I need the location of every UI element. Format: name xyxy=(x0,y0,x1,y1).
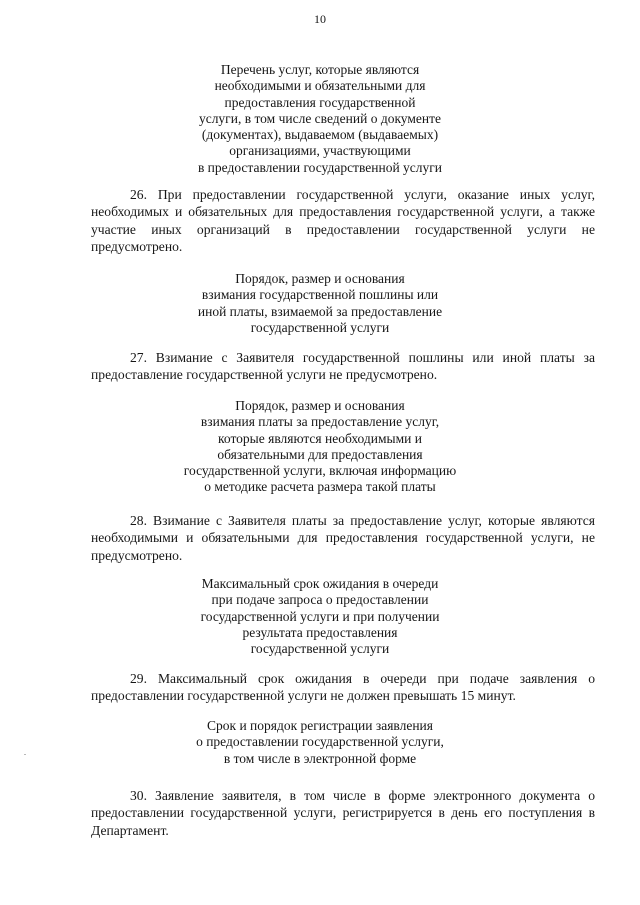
heading-line: взимания государственной пошлины или xyxy=(201,287,439,303)
paragraph-line: Департамент. xyxy=(91,822,169,838)
heading-line: которые являются необходимыми и xyxy=(218,430,422,446)
heading-line: государственной услуги xyxy=(250,319,390,335)
section-heading xyxy=(0,718,640,767)
paragraph-29 xyxy=(91,670,595,705)
paragraph-line: предоставление государственной услуги не предусмотрено. xyxy=(91,367,438,383)
heading-line: организациями, участвующими xyxy=(229,143,411,159)
paragraph-30 xyxy=(91,787,595,839)
heading-line: предоставления государственной xyxy=(224,94,416,110)
paragraph-27 xyxy=(91,349,595,384)
paragraph-line: предусмотрено. xyxy=(91,547,183,563)
paragraph-line: предоставлении государственной услуги, регистрируется в день его поступления в xyxy=(91,805,595,821)
heading-line: о предоставлении государственной услуги, xyxy=(196,734,444,750)
heading-line: Перечень услуг, которые являются xyxy=(220,62,420,77)
margin-mark xyxy=(24,754,26,755)
heading-line: Максимальный срок ожидания в очереди xyxy=(201,576,439,591)
paragraph-line: 28. Взимание с Заявителя платы за предоставление услуг, которые являются xyxy=(130,513,595,528)
paragraph-line: участие иных организаций в предоставлении государственной услуги не xyxy=(91,221,595,237)
heading-line: результата предоставления xyxy=(242,624,398,640)
paragraph-line: 27. Взимание с Заявителя государственной пошлины или иной платы за xyxy=(130,350,595,365)
section-heading xyxy=(0,576,640,657)
heading-line: в предоставлении государственной услуги xyxy=(197,159,443,175)
heading-line: в том числе в электронной форме xyxy=(223,750,417,766)
page-number: 10 xyxy=(314,12,326,26)
heading-line: Порядок, размер и основания xyxy=(235,398,405,413)
heading-line: Срок и порядок регистрации заявления xyxy=(207,718,433,733)
paragraph-28 xyxy=(91,512,595,564)
paragraph-line: необходимыми и обязательными для предоставления государственной услуги, не xyxy=(91,530,595,546)
heading-line: Порядок, размер и основания xyxy=(235,271,405,286)
heading-line: необходимыми и обязательными для xyxy=(214,78,426,94)
heading-line: государственной услуги xyxy=(250,641,390,657)
heading-line: услуги, в том числе сведений о документе xyxy=(198,110,442,126)
heading-line: при подаче запроса о предоставлении xyxy=(211,592,429,608)
heading-line: государственной услуги, включая информацию xyxy=(183,463,457,479)
section-heading xyxy=(0,62,640,176)
heading-line: государственной услуги и при получении xyxy=(200,608,440,624)
heading-line: иной платы, взимаемой за предоставление xyxy=(197,303,443,319)
section-heading xyxy=(0,271,640,336)
paragraph-line: 26. При предоставлении государственной услуги, оказание иных услуг, xyxy=(130,187,595,202)
paragraph-line: 29. Максимальный срок ожидания в очереди при подаче заявления о xyxy=(130,671,595,686)
heading-line: (документах), выдаваемом (выдаваемых) xyxy=(201,127,439,143)
paragraph-26 xyxy=(91,186,595,255)
paragraph-line: 30. Заявление заявителя, в том числе в форме электронного документа о xyxy=(130,788,595,803)
section-heading xyxy=(0,398,640,496)
paragraph-line: предусмотрено. xyxy=(91,238,183,254)
heading-line: обязательными для предоставления xyxy=(217,446,423,462)
paragraph-line: необходимых и обязательных для предоставления государственной услуги, а также xyxy=(91,204,595,220)
heading-line: взимания платы за предоставление услуг, xyxy=(200,414,440,430)
paragraph-line: предоставлении государственной услуги не должен превышать 15 минут. xyxy=(91,688,516,704)
heading-line: о методике расчета размера такой платы xyxy=(204,479,436,495)
